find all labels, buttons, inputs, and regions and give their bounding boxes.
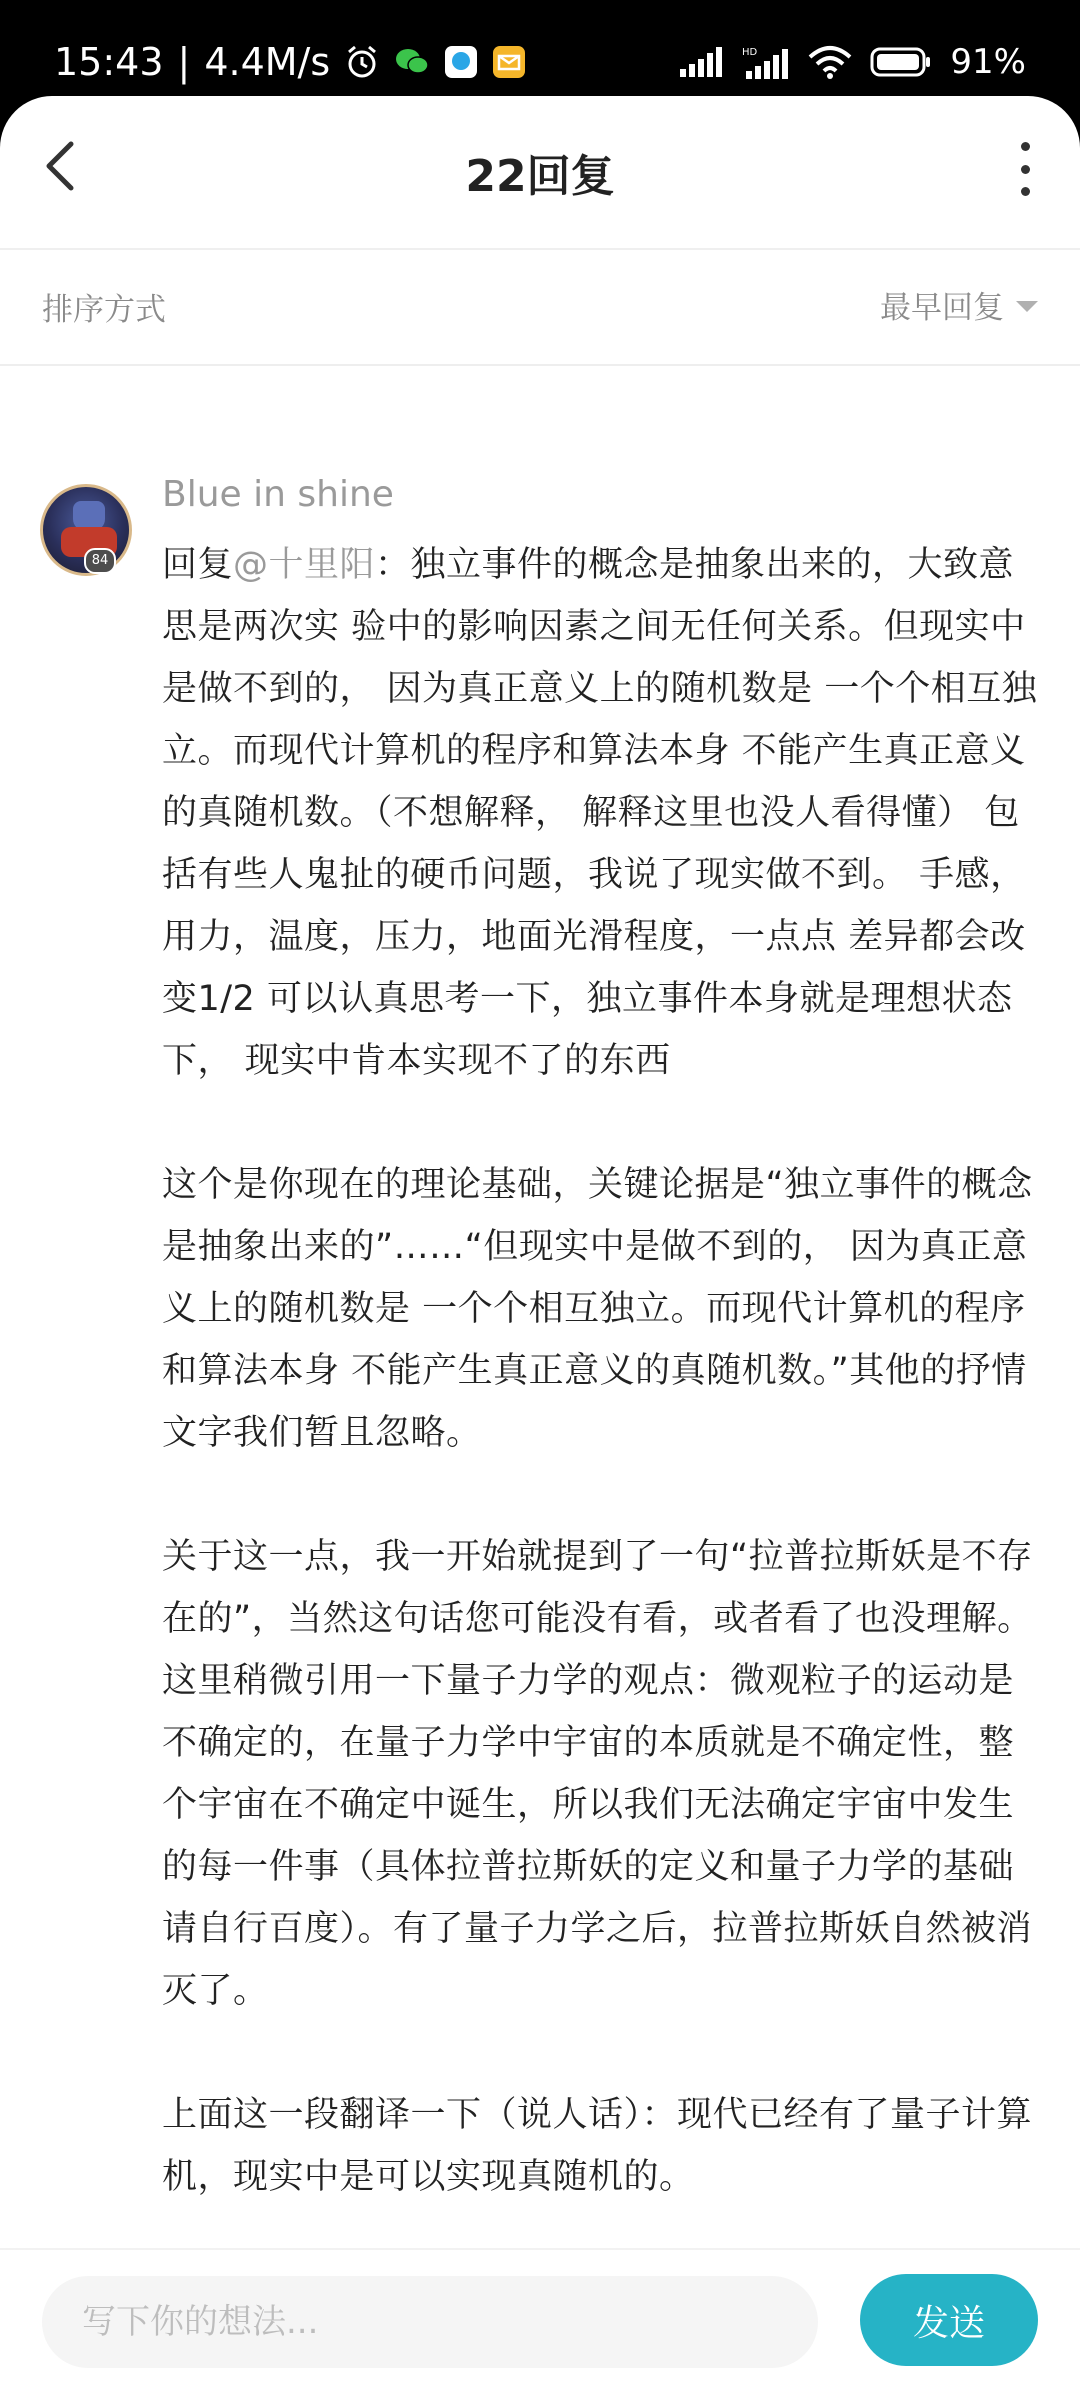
more-vertical-icon: [1021, 142, 1030, 151]
reply-input-bar: [0, 2248, 1080, 2400]
sort-dropdown[interactable]: [880, 282, 1038, 327]
hd-signal-icon: [742, 45, 790, 79]
status-time: 15:43: [54, 40, 164, 84]
status-left: [54, 36, 526, 88]
comment-paragraph: 上面这一段翻译一下（说人话）：现代已经有了量子计算机，现实中是可以实现真随机的。: [162, 2095, 1033, 2197]
battery-icon: [870, 46, 932, 78]
reply-prefix: 回复: [162, 545, 234, 585]
qq-icon: [444, 45, 478, 79]
comment-item: [0, 366, 1080, 2346]
mail-icon: [492, 45, 526, 79]
sort-bar: [0, 250, 1080, 366]
status-divider: |: [177, 40, 191, 84]
header: [0, 96, 1080, 250]
comment-text: [162, 534, 1042, 2270]
sort-label: 排序方式: [42, 292, 166, 328]
caret-down-icon: [1016, 301, 1038, 312]
send-button[interactable]: 发送: [860, 2274, 1038, 2366]
paragraph-text: ：独立事件的概念是抽象出来的，大致意思是两次实 验中的影响因素之间无任何关系。但现实中是做不到的， 因为真正意义上的随机数是 一个个相互独立。而现代计算机的程序和算法本身 不能产生真正意义的真随机数。（不想解释， 解释这里也没人看得懂） 包括有些人鬼扯的硬币问题，我说了现实做不到。 手感，用力，温度，压力，地面光滑程度，一点点 差异都会改变1/2 可以认真思考一下，独立事件本身就是理想状态 下， 现实中肯本实现不了的东西: [162, 545, 1038, 1081]
status-bar: [0, 0, 1080, 110]
mention-link[interactable]: @十里阳: [233, 545, 376, 585]
network-speed: 4.4M/s: [204, 40, 331, 84]
username[interactable]: Blue in shine: [162, 474, 394, 515]
comment-paragraph: 关于这一点，我一开始就提到了一句“拉普拉斯妖是不存在的”，当然这句话您可能没有看，或者看了也没理解。这里稍微引用一下量子力学的观点：微观粒子的运动是不确定的，在量子力学中宇宙的本质就是不确定性，整个宇宙在不确定中诞生，所以我们无法确定宇宙中发生的每一件事（具体拉普拉斯妖的定义和量子力学的基础请自行百度）。有了量子力学之后，拉普拉斯妖自然被消灭了。: [162, 1537, 1033, 2011]
more-options-button[interactable]: [1010, 142, 1040, 196]
signal-icon: [680, 47, 724, 77]
sort-selected: 最早回复: [880, 290, 1004, 326]
wechat-icon: [394, 46, 430, 78]
wifi-icon: [808, 45, 852, 79]
page-title: 22回复: [465, 151, 615, 202]
replies-sheet: [0, 96, 1080, 2400]
svg-text:HD: HD: [742, 47, 758, 58]
battery-percent: 91%: [950, 42, 1026, 82]
alarm-icon: [344, 44, 380, 80]
status-right: [680, 36, 1026, 88]
comment-paragraph: [162, 534, 1042, 1092]
comment-paragraph: 这个是你现在的理论基础，关键论据是“独立事件的概念是抽象出来的”……“但现实中是做不到的， 因为真正意义上的随机数是 一个个相互独立。而现代计算机的程序和算法本身 不能产生真正意义的真随机数。”其他的抒情文字我们暂且忽略。: [162, 1165, 1033, 1453]
level-badge: 84: [84, 548, 116, 574]
reply-input[interactable]: [42, 2276, 818, 2368]
